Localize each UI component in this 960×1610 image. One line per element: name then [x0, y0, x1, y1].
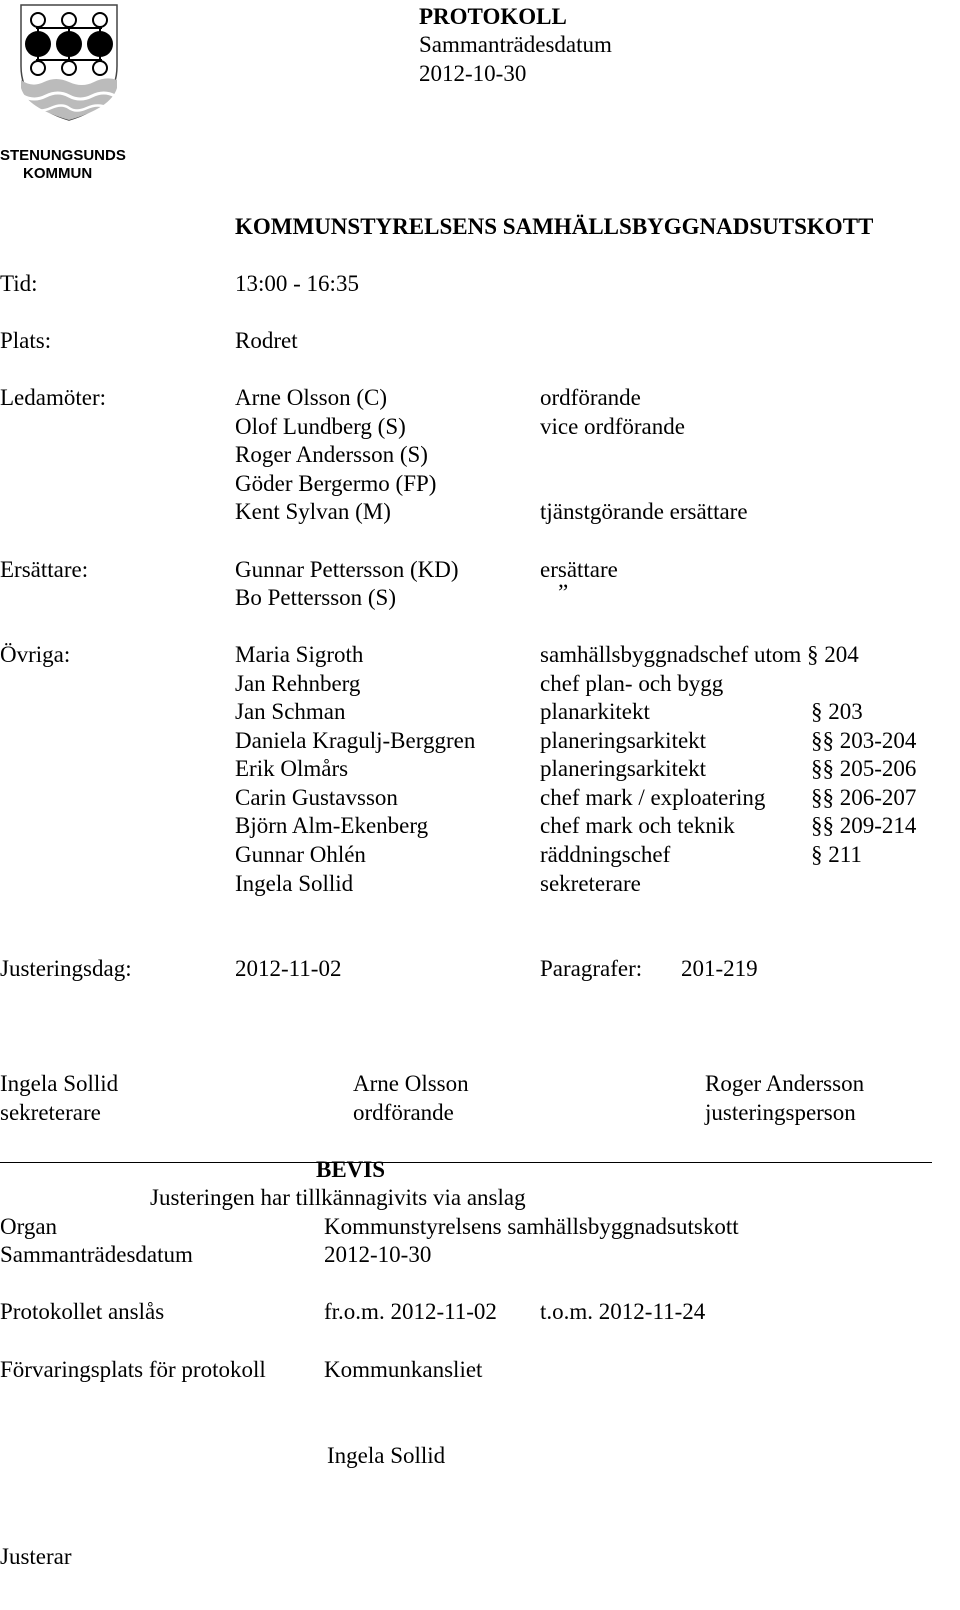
- other-name: Björn Alm-Ekenberg: [235, 813, 429, 838]
- adjustment-day-label: Justeringsdag:: [0, 956, 132, 981]
- member-name: Olof Lundberg (S): [235, 414, 406, 439]
- other-role: samhällsbyggnadschef utom § 204: [540, 642, 859, 667]
- certificate-signer: Ingela Sollid: [327, 1443, 446, 1468]
- signature-role: sekreterare: [0, 1100, 101, 1125]
- other-name: Jan Rehnberg: [235, 671, 361, 696]
- other-role: sekreterare: [540, 871, 641, 896]
- place-value: Rodret: [235, 328, 298, 353]
- other-role: chef mark och teknik: [540, 813, 735, 838]
- paragraphs-label: Paragrafer:: [540, 956, 643, 981]
- member-name: Kent Sylvan (M): [235, 499, 391, 524]
- other-role: chef plan- och bygg: [540, 671, 724, 696]
- other-role: chef mark / exploatering: [540, 785, 766, 810]
- other-role: planarkitekt: [540, 699, 650, 724]
- other-paragraph: §§ 203-204: [811, 728, 917, 753]
- signature-name: Roger Andersson: [705, 1071, 865, 1096]
- other-name: Erik Olmårs: [235, 756, 349, 781]
- certificate-subtitle: Justeringen har tillkännagivits via anslag: [150, 1185, 526, 1210]
- substitutes-label: Ersättare:: [0, 557, 89, 582]
- member-role: ordförande: [540, 385, 641, 410]
- meeting-date: 2012-10-30: [419, 61, 527, 86]
- municipality-line1: STENUNGSUNDS: [0, 147, 126, 164]
- adjustment-day: 2012-11-02: [235, 956, 342, 981]
- other-name: Daniela Kragulj-Berggren: [235, 728, 476, 753]
- signature-role: ordförande: [353, 1100, 454, 1125]
- other-name: Gunnar Ohlén: [235, 842, 366, 867]
- other-paragraph: § 211: [811, 842, 862, 867]
- other-role: räddningschef: [540, 842, 671, 867]
- substitute-name: Gunnar Pettersson (KD): [235, 557, 459, 582]
- other-name: Maria Sigroth: [235, 642, 364, 667]
- justerar-label: Justerar: [0, 1544, 72, 1569]
- others-label: Övriga:: [0, 642, 71, 667]
- municipality-line2: KOMMUN: [23, 165, 93, 182]
- posted-from: fr.o.m. 2012-11-02: [324, 1299, 497, 1324]
- place-label: Plats:: [0, 328, 52, 353]
- paragraphs-range: 201-219: [681, 956, 758, 981]
- members-label: Ledamöter:: [0, 385, 107, 410]
- meeting-date-label: Sammanträdesdatum: [419, 32, 612, 57]
- organ-value: Kommunstyrelsens samhällsbyggnadsutskott: [324, 1214, 739, 1239]
- certificate-meeting-date-label: Sammanträdesdatum: [0, 1242, 193, 1267]
- other-name: Ingela Sollid: [235, 871, 354, 896]
- member-name: Roger Andersson (S): [235, 442, 428, 467]
- other-paragraph: § 203: [811, 699, 863, 724]
- other-paragraph: §§ 205-206: [811, 756, 917, 781]
- storage-value: Kommunkansliet: [324, 1357, 483, 1382]
- signature-role: justeringsperson: [705, 1100, 856, 1125]
- storage-label: Förvaringsplats för protokoll: [0, 1357, 266, 1382]
- municipality-crest-logo: [18, 2, 120, 122]
- member-name: Arne Olsson (C): [235, 385, 388, 410]
- time-label: Tid:: [0, 271, 38, 296]
- organ-label: Organ: [0, 1214, 58, 1239]
- member-role: vice ordförande: [540, 414, 685, 439]
- time-value: 13:00 - 16:35: [235, 271, 359, 296]
- signature-name: Ingela Sollid: [0, 1071, 119, 1096]
- document-type: PROTOKOLL: [419, 4, 567, 29]
- other-role: planeringsarkitekt: [540, 728, 707, 753]
- other-paragraph: §§ 209-214: [811, 813, 917, 838]
- committee-title: KOMMUNSTYRELSENS SAMHÄLLSBYGGNADSUTSKOTT: [235, 214, 874, 239]
- other-name: Carin Gustavsson: [235, 785, 398, 810]
- member-name: Göder Bergermo (FP): [235, 471, 437, 496]
- certificate-title: BEVIS: [316, 1157, 386, 1182]
- substitute-role: ersättare: [540, 557, 618, 582]
- posted-to: t.o.m. 2012-11-24: [540, 1299, 706, 1324]
- posted-label: Protokollet anslås: [0, 1299, 165, 1324]
- other-paragraph: §§ 206-207: [811, 785, 917, 810]
- substitute-name: Bo Pettersson (S): [235, 585, 396, 610]
- signature-name: Arne Olsson: [353, 1071, 469, 1096]
- certificate-meeting-date: 2012-10-30: [324, 1242, 432, 1267]
- member-role: tjänstgörande ersättare: [540, 499, 748, 524]
- other-name: Jan Schman: [235, 699, 346, 724]
- other-role: planeringsarkitekt: [540, 756, 707, 781]
- divider-rule: [0, 1162, 932, 1163]
- municipality-name: [0, 147, 126, 183]
- ditto-mark: ”: [558, 580, 569, 605]
